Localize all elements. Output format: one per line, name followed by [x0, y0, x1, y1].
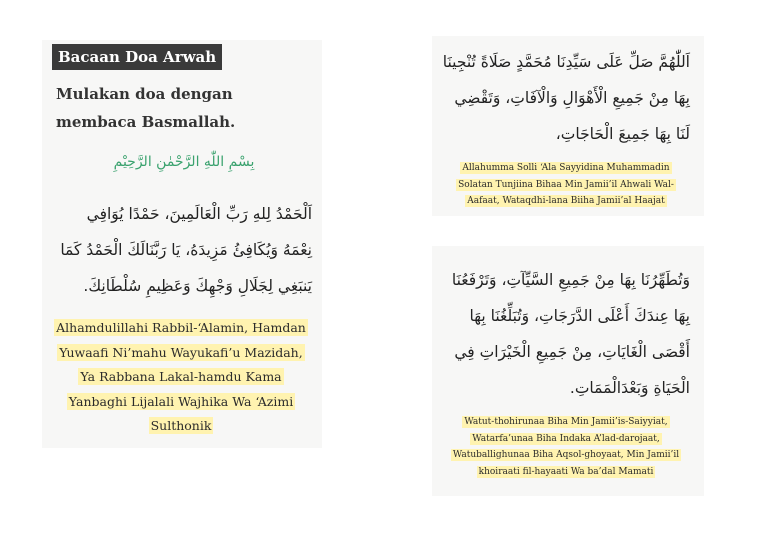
transliteration-opening-text: Alhamdulillahi Rabbil-‘Alamin, Hamdan Yuwaafi Ni’mahu Wayukafi’u Mazidah, Ya Rabbana Lakal-hamdu Kama Yanbaghi Lijalali Wajhika Wa ‘Azimi Sulthonik — [56, 320, 306, 433]
transliteration-salawat-text: Allahumma Solli ‘Ala Sayyidina Muhammadin Solatan Tunjiina Bihaa Min Jamii’il Ahwali Wal-Aafaat, Wataqdhi-lana Biiha Jamii’al Haajat — [458, 163, 674, 206]
transliteration-opening — [52, 316, 310, 439]
transliteration-closing — [446, 414, 686, 480]
arabic-text-closing: وَتُطَهِّرُنَا بِهَا مِنْ جَمِيعِ السَّيِّآتِ، وَتَرْفَعُنَا بِهَا عِندَكَ أَعْلَى الدَّرَجَاتِ، وَتُبَلِّغُنَا بِهَا أَقْصَى الْغَايَاتِ، مِنْ جَمِيعِ الْخَيْرَاتِ فِي الْحَيَاةِ وَبَعْدَالْمَمَاتِ. — [451, 271, 690, 397]
transliteration-closing-text: Watut-thohirunaa Biha Min Jamii’is-Saiyyiat, Watarfa’unaa Biha Indaka A’lad-darojaat, Watuballighunaa Biha Aqsol-ghoyaat, Min Jamii’il khoiraati fil-hayaati Wa ba’dal Mamati — [452, 417, 680, 477]
instruction-text: Mulakan doa dengan membaca Basmallah. — [56, 85, 236, 131]
arabic-text-opening: اَلْحَمْدُ لِلهِ رَبِّ الْعَالَمِينَ، حَمْدًا يُوَافِي نِعْمَهُ وَيُكَافِئُ مَزِيدَهُ، يَا رَبَّنَالَكَ الْحَمْدُ كَمَا يَنبَغِي لِجَلَالِ وَجْهِكَ وَعَظِيمِ سُلْطَانِكَ. — [60, 205, 312, 295]
page-title: Bacaan Doa Arwah — [52, 44, 222, 70]
arabic-text-salawat: اَللّٰهُمَّ صَلِّ عَلَى سَيِّدِنَا مُحَمَّدٍ صَلَاةً تُنْجِينَا بِهَا مِنْ جَمِيعِ الْأَهْوَالِ وَالْآفَاتِ، وَتَقْضِي لَنَا بِهَا جَمِيعَ الْحَاجَاتِ، — [442, 53, 690, 143]
transliteration-salawat — [446, 160, 686, 210]
basmalah-calligraphy: بِسْمِ اللّٰهِ الرَّحْمٰنِ الرَّحِيْمِ — [113, 154, 255, 170]
